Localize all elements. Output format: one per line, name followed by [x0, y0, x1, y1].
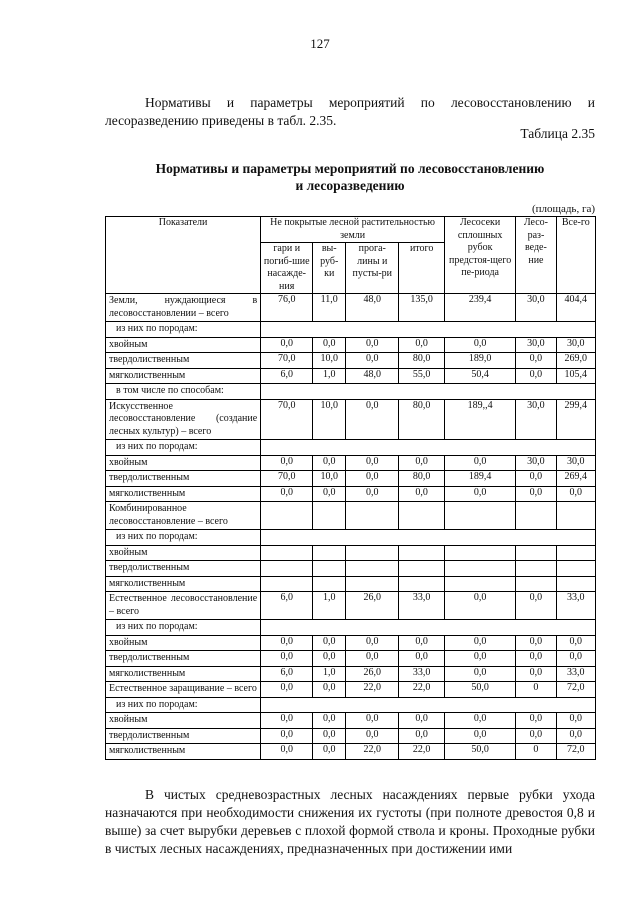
value-cell: 0,0 — [445, 651, 516, 667]
value-cell: 10,0 — [313, 353, 346, 369]
value-cell: 0,0 — [346, 337, 399, 353]
table-row — [106, 682, 596, 698]
value-cell — [261, 561, 313, 577]
row-label: из них по породам: — [106, 322, 261, 338]
value-cell: 0,0 — [556, 713, 595, 729]
value-cell: 0,0 — [556, 651, 595, 667]
value-cell: 0,0 — [261, 486, 313, 502]
value-cell: 48,0 — [346, 368, 399, 384]
table-row — [106, 744, 596, 760]
value-cell: 11,0 — [313, 294, 346, 322]
table-row — [106, 728, 596, 744]
value-cell: 30,0 — [556, 455, 595, 471]
value-cell — [313, 502, 346, 530]
value-cell: 0,0 — [399, 635, 445, 651]
value-cell: 0,0 — [261, 744, 313, 760]
value-cell: 105,4 — [556, 368, 595, 384]
value-cell: 70,0 — [261, 471, 313, 487]
value-cell: 0,0 — [516, 486, 556, 502]
table-row — [106, 337, 596, 353]
table-label: Таблица 2.35 — [520, 126, 595, 141]
value-cell: 0,0 — [261, 713, 313, 729]
value-cell: 0,0 — [346, 353, 399, 369]
table-row — [106, 530, 596, 546]
value-cell — [346, 561, 399, 577]
row-label: хвойным — [106, 545, 261, 561]
value-cell — [556, 502, 595, 530]
value-cell — [556, 576, 595, 592]
value-cell: 6,0 — [261, 368, 313, 384]
table-title-line-2: и лесоразведению — [295, 178, 405, 193]
row-label: из них по породам: — [106, 530, 261, 546]
value-cell: 0,0 — [445, 592, 516, 620]
empty-span-cell — [261, 440, 596, 456]
value-cell: 80,0 — [399, 353, 445, 369]
row-label: Естественное лесовосстановление – всего — [106, 592, 261, 620]
value-cell: 22,0 — [399, 682, 445, 698]
value-cell — [445, 545, 516, 561]
table-row — [106, 294, 596, 322]
header-total: итого — [399, 243, 445, 294]
value-cell: 50,0 — [445, 744, 516, 760]
value-cell: 0,0 — [516, 471, 556, 487]
units-note: (площадь, га) — [531, 203, 595, 215]
value-cell: 0,0 — [313, 337, 346, 353]
row-label: хвойным — [106, 455, 261, 471]
value-cell: 0,0 — [261, 455, 313, 471]
table-row — [106, 697, 596, 713]
value-cell: 30,0 — [516, 399, 556, 440]
table-row — [106, 635, 596, 651]
value-cell: 76,0 — [261, 294, 313, 322]
value-cell: 22,0 — [346, 744, 399, 760]
header-burned: гари и погиб-шие насажде-ния — [261, 243, 313, 294]
value-cell: 30,0 — [556, 337, 595, 353]
row-label: хвойным — [106, 337, 261, 353]
value-cell: 0,0 — [313, 486, 346, 502]
value-cell — [313, 576, 346, 592]
outro-paragraph: В чистых средневозрастных лесных насаждениях первые рубки ухода назначаются при необходимости снижения их густоты (при полноте древостоя 0,8 и выше) за счет вырубки деревьев с плохой формой ствола и кроны. Проходные рубки в чистых лесных насаждениях, предназначенных при достижении ими — [105, 786, 595, 856]
table-row — [106, 651, 596, 667]
row-label: Естественное заращивание – всего — [106, 682, 261, 698]
value-cell: 1,0 — [313, 666, 346, 682]
value-cell: 1,0 — [313, 368, 346, 384]
value-cell: 0,0 — [516, 353, 556, 369]
value-cell: 80,0 — [399, 399, 445, 440]
value-cell: 0,0 — [346, 635, 399, 651]
empty-span-cell — [261, 620, 596, 636]
value-cell: 30,0 — [516, 455, 556, 471]
row-label: твердолиственным — [106, 353, 261, 369]
value-cell: 0 — [516, 744, 556, 760]
value-cell: 0,0 — [261, 651, 313, 667]
value-cell: 55,0 — [399, 368, 445, 384]
value-cell: 50,4 — [445, 368, 516, 384]
value-cell: 0,0 — [556, 635, 595, 651]
value-cell — [346, 502, 399, 530]
value-cell: 239,4 — [445, 294, 516, 322]
value-cell: 26,0 — [346, 666, 399, 682]
value-cell: 269,0 — [556, 353, 595, 369]
value-cell: 48,0 — [346, 294, 399, 322]
table-title-line-1: Нормативы и параметры мероприятий по лесовосстановлению — [155, 161, 545, 176]
table-title — [105, 160, 595, 194]
value-cell: 269,4 — [556, 471, 595, 487]
row-label: мягколиственным — [106, 486, 261, 502]
value-cell: 189,,4 — [445, 399, 516, 440]
value-cell — [556, 561, 595, 577]
value-cell: 30,0 — [516, 294, 556, 322]
value-cell: 70,0 — [261, 353, 313, 369]
row-label: мягколиственным — [106, 576, 261, 592]
value-cell: 33,0 — [399, 592, 445, 620]
value-cell: 0,0 — [261, 728, 313, 744]
value-cell — [261, 576, 313, 592]
value-cell: 0,0 — [313, 728, 346, 744]
value-cell: 299,4 — [556, 399, 595, 440]
value-cell: 0,0 — [346, 713, 399, 729]
value-cell: 0,0 — [261, 337, 313, 353]
row-label: твердолиственным — [106, 728, 261, 744]
value-cell: 33,0 — [556, 592, 595, 620]
table-row — [106, 368, 596, 384]
value-cell: 1,0 — [313, 592, 346, 620]
row-label: из них по породам: — [106, 440, 261, 456]
table-row — [106, 620, 596, 636]
value-cell: 189,0 — [445, 353, 516, 369]
value-cell: 0,0 — [313, 635, 346, 651]
value-cell: 0,0 — [399, 651, 445, 667]
value-cell — [399, 502, 445, 530]
value-cell: 0,0 — [445, 635, 516, 651]
value-cell: 0,0 — [516, 651, 556, 667]
value-cell: 0,0 — [261, 635, 313, 651]
header-not-covered: Не покрытые лесной растительностью земли — [261, 217, 445, 243]
table-header-row — [106, 217, 596, 243]
table-row — [106, 561, 596, 577]
value-cell: 0,0 — [516, 713, 556, 729]
value-cell: 0,0 — [445, 666, 516, 682]
value-cell: 0,0 — [313, 682, 346, 698]
value-cell — [516, 502, 556, 530]
table-row — [106, 576, 596, 592]
row-label: Земли, нуждающиеся в лесовосстановлении – всего — [106, 294, 261, 322]
empty-span-cell — [261, 697, 596, 713]
value-cell: 0,0 — [346, 651, 399, 667]
row-label: из них по породам: — [106, 620, 261, 636]
value-cell: 189,4 — [445, 471, 516, 487]
value-cell — [399, 561, 445, 577]
header-cut: вы-руб-ки — [313, 243, 346, 294]
table-row — [106, 486, 596, 502]
value-cell: 0,0 — [445, 486, 516, 502]
value-cell — [399, 545, 445, 561]
header-indicators: Показатели — [106, 217, 261, 294]
row-label: хвойным — [106, 635, 261, 651]
value-cell — [445, 561, 516, 577]
value-cell: 0,0 — [516, 368, 556, 384]
forestry-norms-table — [105, 216, 596, 760]
value-cell: 80,0 — [399, 471, 445, 487]
value-cell: 10,0 — [313, 399, 346, 440]
value-cell: 33,0 — [556, 666, 595, 682]
value-cell — [346, 576, 399, 592]
header-afforestation: Лесо-раз-веде-ние — [516, 217, 556, 294]
empty-span-cell — [261, 384, 596, 400]
row-label: твердолиственным — [106, 561, 261, 577]
table-row — [106, 455, 596, 471]
row-label: Искусственное лесовосстановление (создание лесных культур) – всего — [106, 399, 261, 440]
value-cell — [261, 545, 313, 561]
value-cell: 26,0 — [346, 592, 399, 620]
value-cell: 0,0 — [346, 455, 399, 471]
value-cell: 10,0 — [313, 471, 346, 487]
value-cell: 0,0 — [313, 713, 346, 729]
value-cell: 0,0 — [313, 651, 346, 667]
value-cell: 404,4 — [556, 294, 595, 322]
value-cell: 0,0 — [346, 399, 399, 440]
value-cell — [556, 545, 595, 561]
value-cell — [399, 576, 445, 592]
value-cell: 0,0 — [261, 682, 313, 698]
value-cell: 0,0 — [445, 455, 516, 471]
row-label: твердолиственным — [106, 651, 261, 667]
value-cell: 6,0 — [261, 666, 313, 682]
value-cell: 0,0 — [516, 666, 556, 682]
row-label: Комбинированное лесовосстановление – всего — [106, 502, 261, 530]
row-label: в том числе по способам: — [106, 384, 261, 400]
table-row — [106, 471, 596, 487]
header-clearcuts: Лесосеки сплошных рубок предстоя-щего пе-риода — [445, 217, 516, 294]
value-cell — [261, 502, 313, 530]
table-row — [106, 353, 596, 369]
table-row — [106, 440, 596, 456]
value-cell: 0,0 — [399, 728, 445, 744]
value-cell: 72,0 — [556, 744, 595, 760]
value-cell: 0,0 — [516, 592, 556, 620]
table-row — [106, 666, 596, 682]
empty-span-cell — [261, 530, 596, 546]
value-cell: 0,0 — [516, 728, 556, 744]
row-label: твердолиственным — [106, 471, 261, 487]
table-row — [106, 545, 596, 561]
value-cell: 30,0 — [516, 337, 556, 353]
value-cell — [313, 545, 346, 561]
header-all: Все-го — [556, 217, 595, 294]
value-cell: 6,0 — [261, 592, 313, 620]
row-label: мягколиственным — [106, 368, 261, 384]
value-cell: 72,0 — [556, 682, 595, 698]
value-cell: 0,0 — [313, 744, 346, 760]
row-label: мягколиственным — [106, 744, 261, 760]
value-cell: 50,0 — [445, 682, 516, 698]
value-cell: 70,0 — [261, 399, 313, 440]
value-cell: 0,0 — [556, 486, 595, 502]
table-row — [106, 399, 596, 440]
value-cell — [313, 561, 346, 577]
row-label: хвойным — [106, 713, 261, 729]
table-row — [106, 713, 596, 729]
value-cell: 0,0 — [399, 455, 445, 471]
row-label: из них по породам: — [106, 697, 261, 713]
row-label: мягколиственным — [106, 666, 261, 682]
value-cell: 0,0 — [346, 471, 399, 487]
value-cell — [516, 576, 556, 592]
value-cell: 0,0 — [346, 728, 399, 744]
value-cell — [516, 561, 556, 577]
value-cell: 0,0 — [399, 337, 445, 353]
value-cell: 0,0 — [313, 455, 346, 471]
value-cell — [346, 545, 399, 561]
value-cell: 0,0 — [445, 728, 516, 744]
value-cell — [516, 545, 556, 561]
intro-paragraph: Нормативы и параметры мероприятий по лесовосстановлению и лесоразведению приведены в табл. 2.35. — [105, 94, 595, 128]
page-number: 127 — [310, 36, 330, 51]
value-cell: 0,0 — [399, 713, 445, 729]
header-glades: прога-лины и пусты-ри — [346, 243, 399, 294]
value-cell: 0,0 — [399, 486, 445, 502]
value-cell: 0,0 — [346, 486, 399, 502]
value-cell: 0 — [516, 682, 556, 698]
value-cell: 0,0 — [445, 713, 516, 729]
empty-span-cell — [261, 322, 596, 338]
value-cell: 0,0 — [516, 635, 556, 651]
value-cell: 33,0 — [399, 666, 445, 682]
value-cell: 0,0 — [556, 728, 595, 744]
table-row — [106, 502, 596, 530]
value-cell: 0,0 — [445, 337, 516, 353]
value-cell — [445, 502, 516, 530]
value-cell: 22,0 — [399, 744, 445, 760]
table-row — [106, 592, 596, 620]
table-row — [106, 322, 596, 338]
value-cell: 135,0 — [399, 294, 445, 322]
table-row — [106, 384, 596, 400]
value-cell: 22,0 — [346, 682, 399, 698]
value-cell — [445, 576, 516, 592]
